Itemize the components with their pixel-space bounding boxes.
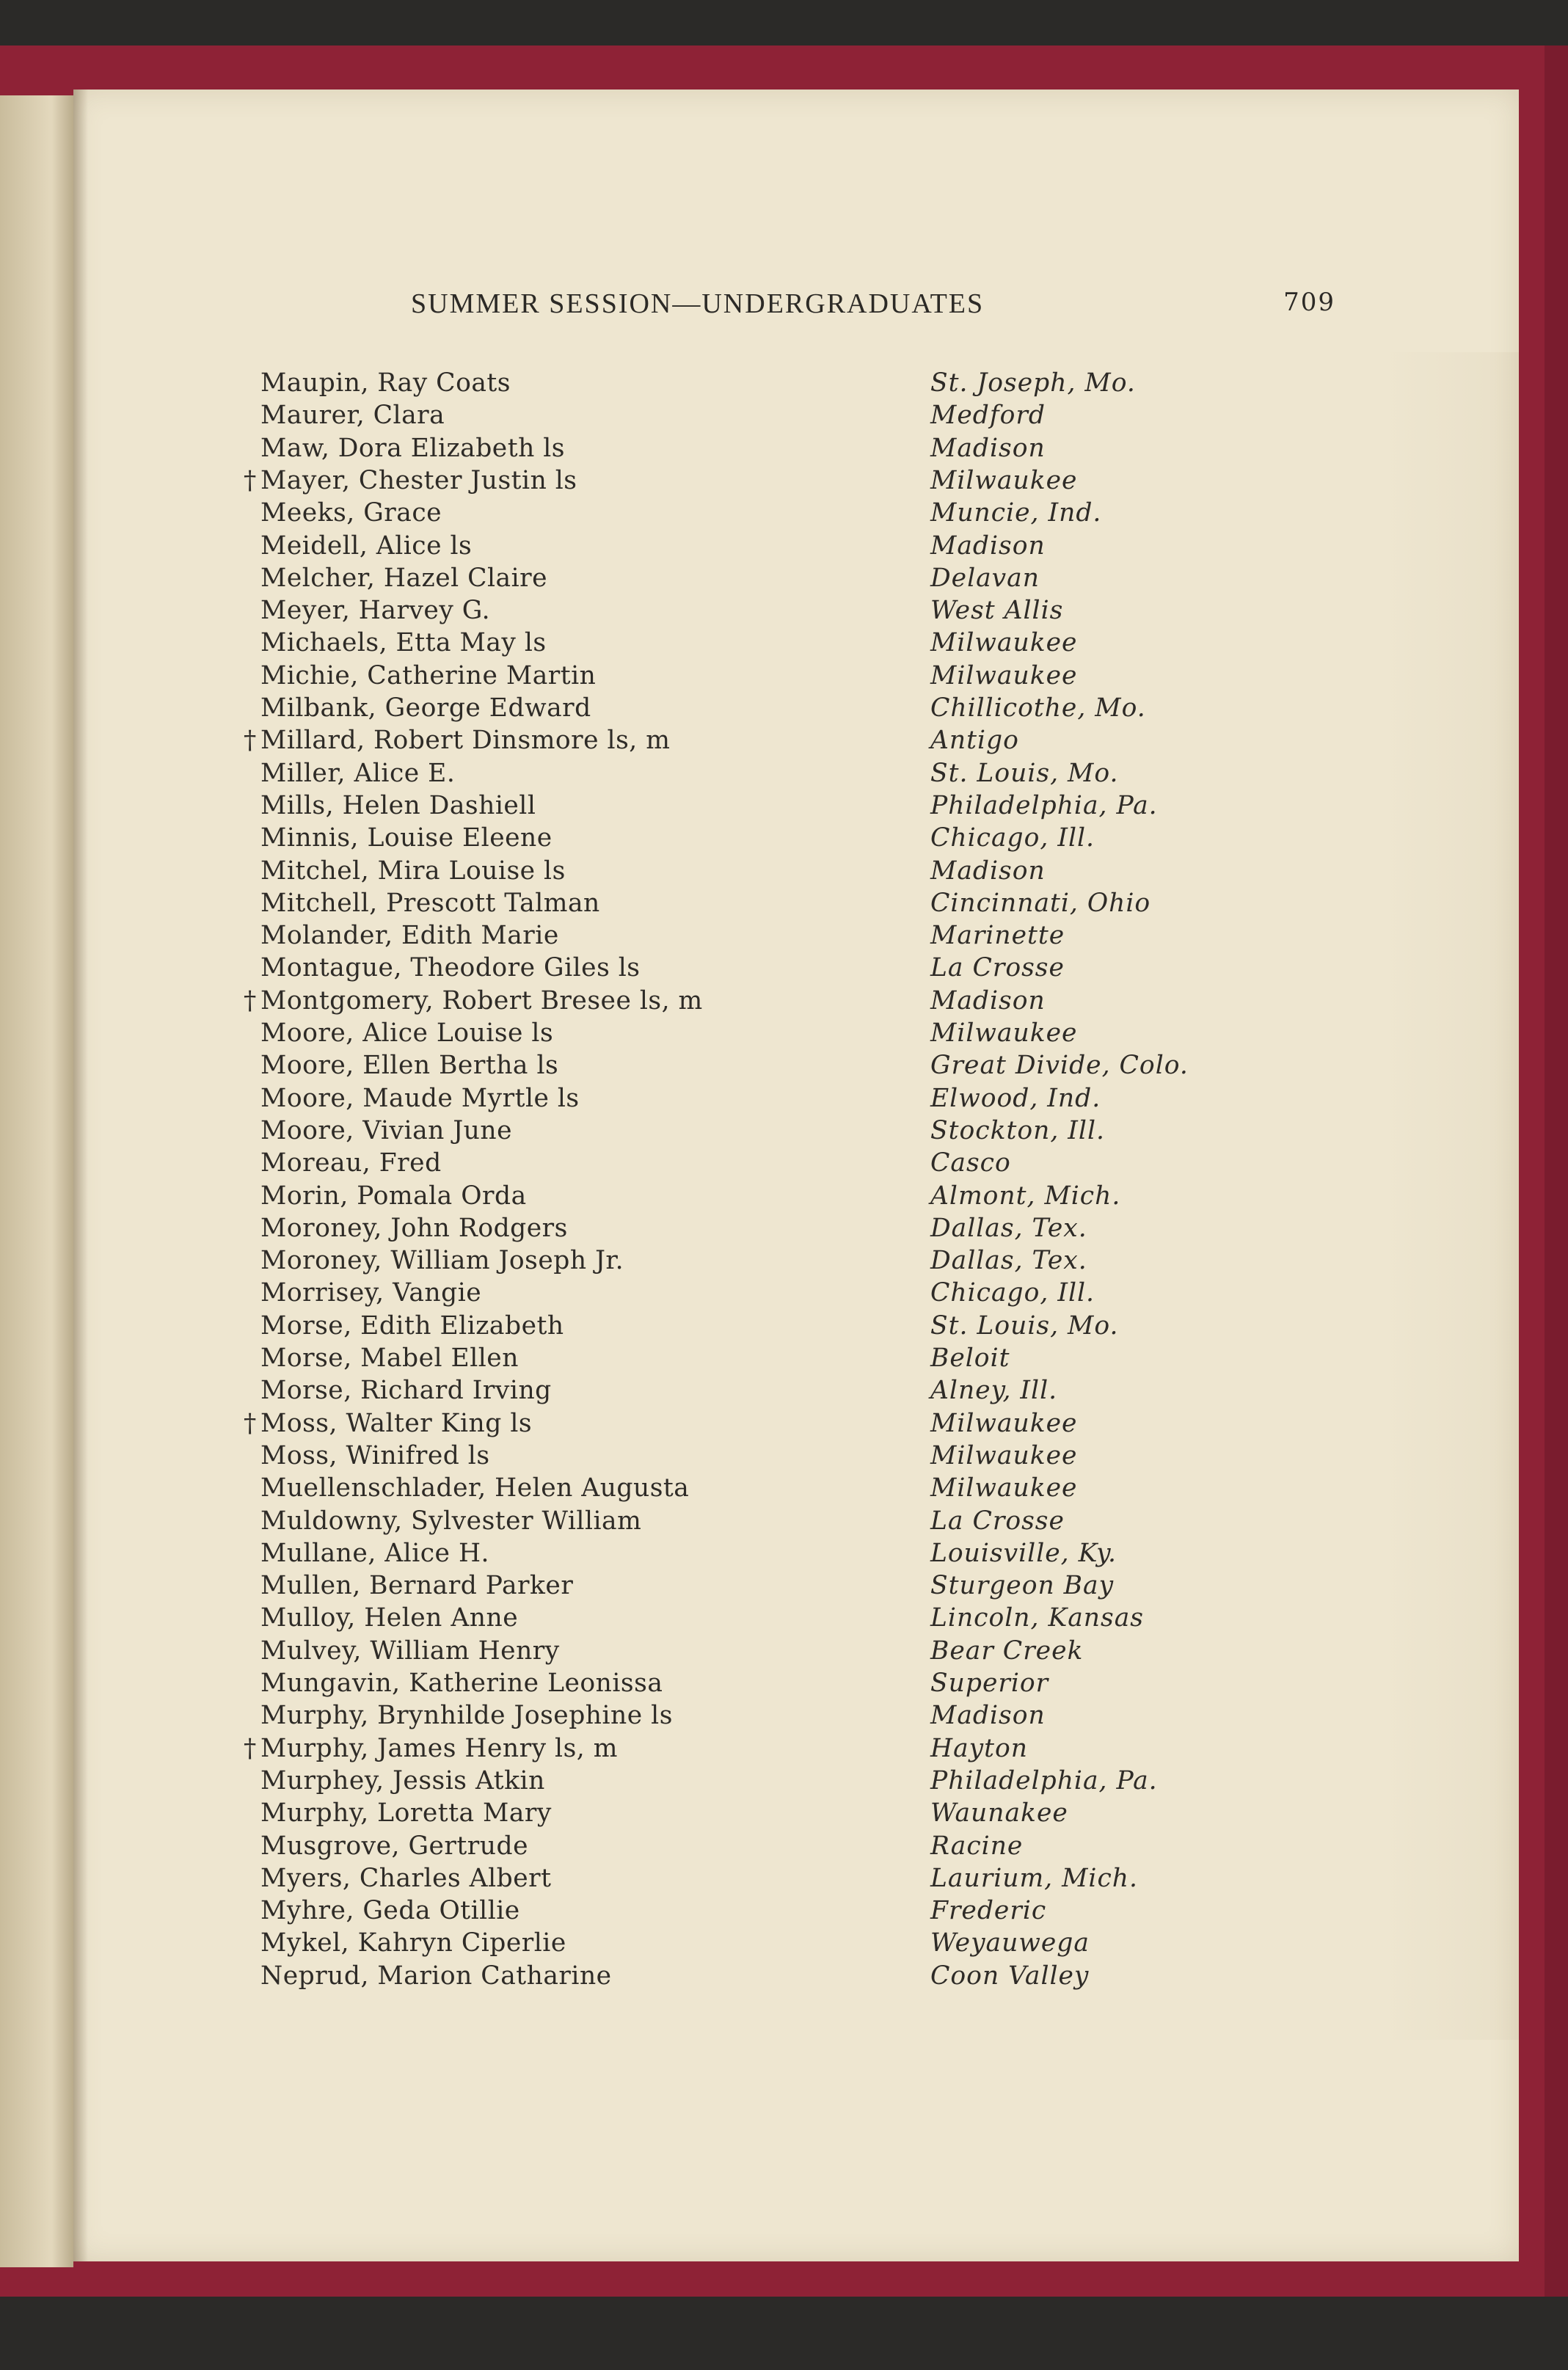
home-town: Medford (930, 401, 1046, 431)
student-name: Montgomery, Robert Bresee ls, m (260, 985, 703, 1016)
roster-entry (0, 1569, 1568, 1602)
home-town: Beloit (930, 1343, 1010, 1373)
home-town: Antigo (930, 726, 1019, 756)
student-name: Moss, Walter King ls (260, 1408, 533, 1438)
student-name: Mullane, Alice H. (260, 1538, 489, 1568)
roster-entry (0, 660, 1568, 692)
student-name: Mitchel, Mira Louise ls (260, 856, 566, 886)
student-name: Mitchell, Prescott Talman (260, 888, 600, 918)
home-town: Chillicothe, Mo. (930, 693, 1146, 723)
home-town: Madison (930, 985, 1046, 1016)
dagger-mark: † (244, 465, 257, 495)
student-name: Mykel, Kahryn Ciperlie (260, 1928, 566, 1958)
roster-entry (0, 464, 1568, 497)
student-name: Maurer, Clara (260, 401, 445, 431)
student-name: Muldowny, Sylvester William (260, 1506, 642, 1536)
roster-entry (0, 1244, 1568, 1277)
roster-entry (0, 1180, 1568, 1212)
student-name: Michie, Catherine Martin (260, 660, 597, 690)
home-town: Delavan (930, 563, 1040, 593)
roster-entry (0, 1505, 1568, 1537)
student-name: Mayer, Chester Justin ls (260, 465, 577, 495)
page-number: 709 (1283, 288, 1335, 317)
student-name: Minnis, Louise Eleene (260, 823, 553, 853)
home-town: Great Divide, Colo. (930, 1051, 1189, 1081)
student-name: Mullen, Bernard Parker (260, 1571, 574, 1601)
home-town: West Allis (930, 596, 1064, 626)
home-town: La Crosse (930, 953, 1065, 983)
dagger-mark: † (244, 985, 257, 1016)
roster-entry (0, 1635, 1568, 1667)
roster-entry (0, 1667, 1568, 1699)
student-name: Myhre, Geda Otillie (260, 1896, 520, 1926)
roster-entry (0, 1732, 1568, 1765)
home-town: Dallas, Tex. (930, 1213, 1087, 1243)
student-name: Moore, Maude Myrtle ls (260, 1083, 580, 1113)
roster-entry (0, 1472, 1568, 1504)
roster-entry (0, 1082, 1568, 1115)
student-name: Morin, Pomala Orda (260, 1181, 527, 1211)
roster-entry (0, 1017, 1568, 1049)
roster-entry (0, 1147, 1568, 1179)
roster-entry (0, 1440, 1568, 1472)
roster-entry (0, 1927, 1568, 1959)
roster-entry (0, 919, 1568, 952)
student-name: Miller, Alice E. (260, 758, 456, 788)
student-name: Mulloy, Helen Anne (260, 1603, 519, 1633)
home-town: Waunakee (930, 1798, 1068, 1828)
roster-entry (0, 1699, 1568, 1732)
roster-entry (0, 757, 1568, 790)
roster-entry (0, 1602, 1568, 1634)
home-town: Racine (930, 1831, 1024, 1861)
home-town: Weyauwega (930, 1928, 1090, 1958)
home-town: St. Louis, Mo. (930, 758, 1119, 788)
home-town: Milwaukee (930, 1440, 1078, 1470)
home-town: Chicago, Ill. (930, 823, 1095, 853)
home-town: Coon Valley (930, 1961, 1090, 1991)
home-town: Bear Creek (930, 1636, 1084, 1666)
student-name: Moore, Vivian June (260, 1115, 513, 1145)
roster-entry (0, 1765, 1568, 1797)
roster-entry (0, 1212, 1568, 1244)
scan-background-top (0, 0, 1568, 51)
student-name: Morse, Edith Elizabeth (260, 1310, 564, 1341)
student-roster (0, 367, 1568, 2054)
student-name: Morse, Mabel Ellen (260, 1343, 519, 1373)
roster-entry (0, 497, 1568, 529)
home-town: Muncie, Ind. (930, 498, 1102, 528)
student-name: Myers, Charles Albert (260, 1863, 552, 1893)
home-town: Milwaukee (930, 660, 1078, 690)
student-name: Morrisey, Vangie (260, 1278, 482, 1308)
dagger-mark: † (244, 726, 257, 756)
home-town: La Crosse (930, 1506, 1065, 1536)
roster-entry (0, 1115, 1568, 1147)
roster-entry (0, 432, 1568, 464)
roster-entry (0, 1537, 1568, 1569)
student-name: Millard, Robert Dinsmore ls, m (260, 726, 671, 756)
home-town: Philadelphia, Pa. (930, 1765, 1158, 1795)
roster-entry (0, 887, 1568, 919)
home-town: Madison (930, 856, 1046, 886)
roster-entry (0, 855, 1568, 887)
dagger-mark: † (244, 1733, 257, 1763)
home-town: Milwaukee (930, 465, 1078, 495)
roster-entry (0, 594, 1568, 627)
home-town: Madison (930, 433, 1046, 463)
home-town: Laurium, Mich. (930, 1863, 1138, 1893)
roster-entry (0, 790, 1568, 822)
roster-entry (0, 692, 1568, 724)
student-name: Morse, Richard Irving (260, 1376, 552, 1406)
student-name: Moore, Ellen Bertha ls (260, 1051, 559, 1081)
student-name: Molander, Edith Marie (260, 921, 559, 951)
home-town: Hayton (930, 1733, 1028, 1763)
student-name: Maupin, Ray Coats (260, 368, 511, 398)
student-name: Neprud, Marion Catharine (260, 1961, 612, 1991)
dagger-mark: † (244, 1408, 257, 1438)
roster-entry (0, 1830, 1568, 1862)
running-title: SUMMER SESSION—UNDERGRADUATES (411, 288, 985, 319)
home-town: Almont, Mich. (930, 1181, 1121, 1211)
student-name: Muellenschlader, Helen Augusta (260, 1473, 690, 1503)
home-town: Madison (930, 530, 1046, 561)
roster-entry (0, 1049, 1568, 1082)
student-name: Meeks, Grace (260, 498, 442, 528)
student-name: Milbank, George Edward (260, 693, 591, 723)
home-town: Sturgeon Bay (930, 1571, 1115, 1601)
roster-entry (0, 952, 1568, 984)
student-name: Moroney, William Joseph Jr. (260, 1246, 624, 1276)
student-name: Montague, Theodore Giles ls (260, 953, 641, 983)
roster-entry (0, 1960, 1568, 1992)
student-name: Meidell, Alice ls (260, 530, 473, 561)
home-town: Milwaukee (930, 1408, 1078, 1438)
student-name: Moss, Winifred ls (260, 1440, 490, 1470)
student-name: Mills, Helen Dashiell (260, 790, 536, 820)
home-town: Marinette (930, 921, 1065, 951)
student-name: Moore, Alice Louise ls (260, 1018, 554, 1048)
roster-entry (0, 367, 1568, 399)
running-header (396, 288, 1335, 324)
roster-entry (0, 1310, 1568, 1342)
roster-entry (0, 985, 1568, 1017)
home-town: Lincoln, Kansas (930, 1603, 1144, 1633)
student-name: Mulvey, William Henry (260, 1636, 560, 1666)
home-town: Alney, Ill. (930, 1376, 1058, 1406)
student-name: Murphy, Loretta Mary (260, 1798, 552, 1828)
roster-entry (0, 822, 1568, 854)
home-town: Milwaukee (930, 1018, 1078, 1048)
home-town: Louisville, Ky. (930, 1538, 1117, 1568)
home-town: Milwaukee (930, 1473, 1078, 1503)
home-town: Superior (930, 1669, 1049, 1698)
student-name: Michaels, Etta May ls (260, 628, 547, 658)
home-town: Casco (930, 1148, 1011, 1178)
roster-entry (0, 1342, 1568, 1374)
roster-entry (0, 1797, 1568, 1829)
student-name: Moroney, John Rodgers (260, 1213, 568, 1243)
student-name: Mungavin, Katherine Leonissa (260, 1669, 663, 1698)
roster-entry (0, 1277, 1568, 1309)
student-name: Moreau, Fred (260, 1148, 442, 1178)
student-name: Murphy, Brynhilde Josephine ls (260, 1701, 673, 1731)
home-town: Cincinnati, Ohio (930, 888, 1151, 918)
home-town: Stockton, Ill. (930, 1115, 1105, 1145)
roster-entry (0, 1374, 1568, 1407)
home-town: St. Joseph, Mo. (930, 368, 1136, 398)
student-name: Maw, Dora Elizabeth ls (260, 433, 566, 463)
roster-entry (0, 530, 1568, 562)
roster-entry (0, 1862, 1568, 1895)
home-town: Milwaukee (930, 628, 1078, 658)
home-town: Frederic (930, 1896, 1047, 1926)
roster-entry (0, 562, 1568, 594)
roster-entry (0, 1895, 1568, 1927)
roster-entry (0, 724, 1568, 756)
student-name: Murphey, Jessis Atkin (260, 1765, 545, 1795)
roster-entry (0, 1407, 1568, 1440)
home-town: Dallas, Tex. (930, 1246, 1087, 1276)
home-town: St. Louis, Mo. (930, 1310, 1119, 1341)
home-town: Madison (930, 1701, 1046, 1731)
student-name: Murphy, James Henry ls, m (260, 1733, 618, 1763)
home-town: Chicago, Ill. (930, 1278, 1095, 1308)
scan-background-bottom (0, 2297, 1568, 2370)
roster-entry (0, 627, 1568, 659)
roster-entry (0, 399, 1568, 431)
home-town: Philadelphia, Pa. (930, 790, 1158, 820)
student-name: Musgrove, Gertrude (260, 1831, 528, 1861)
student-name: Melcher, Hazel Claire (260, 563, 548, 593)
home-town: Elwood, Ind. (930, 1083, 1101, 1113)
student-name: Meyer, Harvey G. (260, 596, 491, 626)
